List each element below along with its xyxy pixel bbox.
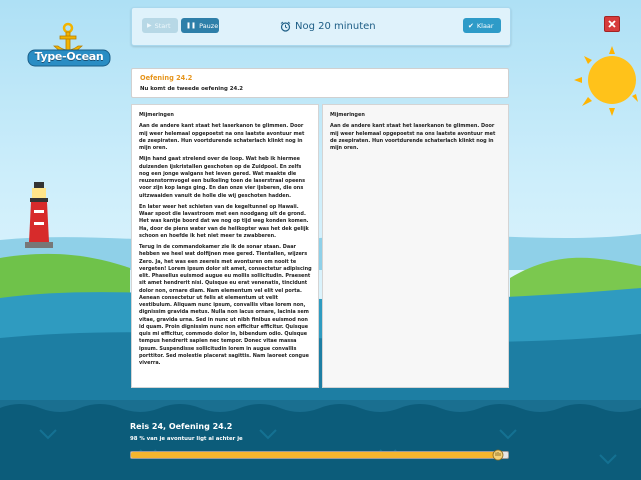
start-button[interactable] (142, 18, 178, 33)
footer-band (0, 400, 641, 480)
island-hills (0, 238, 641, 400)
timer (280, 17, 376, 35)
sun-icon (568, 44, 641, 124)
typed-paragraph: Aan de andere kant staat het laserkanon te glimmen. Door mij weer helemaal opgepoetst na ons laatste avontuur met de zeepiraten. Hun voortdurende schaterlach klinkt nog in mijn oren. (330, 123, 496, 151)
pause-label: Pauze (199, 21, 219, 30)
source-paragraph: Mijn hand gaat strelend over de loop. Wat heb ik hiermee duizenden ijskristallen geschoten op de Zuidpool. En zelfs nog een jonge walgans het leven gered. Wat maakte die reuzenstormvogel een bulkeling toen de laserstraal opeens voor zijn kop langs ging. En dan onze vier ijsberen, die ons uitzwaaiden vanuit de holle die wij geschoten hadden. (139, 156, 306, 199)
source-paragraph: Terug in de commandokamer zie ik de sonar staan. Daar hebben we heel wat dolfijnen mee gered. Tientallen, wijzers Zero. Ja, het was een zeereis met avonturen om nooit te vergeten! Lorem ipsum dolor sit amet, consectetur adipiscing elit. Phasellus euismod augue eu mollis sollicitudin. Praesent sit amet hendrerit nisi. Quisque eu erat venenatis, tincidunt dolor non, ornare diam. Nam elementum vel elit vel porta. Aenean consectetur ut felis at elementum ut velit vestibulum. Aliquam nunc ipsum, convallis vitae lorem non, dignissim gravida metus. Nulla non lacus ornare, lacinia sem vitae, gravida urna. Sed in nunc ut nibh finibus euismod non id quam. Proin dignissim nunc non efficitur efficitur. Quisque quis mi efficitur, commodo dolor in, bibendum odio. Quisque tempus hendrerit sapien nec tempor. Donec vitae massa ipsum. Suspendisse sollicitudin lorem in augue convallis porttitor. Sed molestie placerat sagittis. Nam laoreet congue viverra. (139, 244, 312, 366)
close-icon (607, 19, 617, 29)
progress-subtitle: 98 % van je avontuur ligt al achter je (130, 436, 243, 442)
pause-icon: ❚❚ (186, 22, 197, 29)
lighthouse-icon (20, 180, 58, 250)
progress-title: Reis 24, Oefening 24.2 (130, 422, 233, 431)
alarm-clock-icon (280, 21, 291, 32)
progress-bar (130, 451, 509, 459)
exercise-subtitle: Nu komt de tweede oefening 24.2 (140, 86, 244, 92)
typing-panel[interactable] (322, 104, 509, 388)
source-paragraph: En later weer het schieten van de kegeltunnel op Hawaii. Waar spoot die lavastroom met een noodgang uit de grond. Het was kantje boord dat we nog op tijd weg konden komen. Ha, door de piens water van de helikopter was het dek gelijk schoon en hoefde ik het niet meer te zwabberen. (139, 203, 309, 239)
source-text-title: Mijmeringen (139, 112, 174, 118)
timer-text: Nog 20 minuten (295, 20, 376, 32)
play-icon: ▶ (147, 22, 152, 29)
anchor-icon (22, 22, 114, 74)
exercise-header (131, 68, 509, 98)
done-label: Klaar (476, 21, 494, 30)
type-ocean-logo (22, 22, 114, 74)
progress-fill (131, 452, 500, 458)
source-text-panel (131, 104, 319, 388)
hand-cursor-icon (492, 449, 504, 461)
close-button[interactable] (604, 16, 620, 32)
typed-text-title: Mijmeringen (330, 112, 365, 118)
logo-text: Type-Ocean (34, 50, 104, 63)
exercise-title: Oefening 24.2 (140, 74, 193, 82)
top-toolbar (131, 7, 511, 46)
start-label: Start (154, 21, 171, 30)
done-button[interactable] (463, 18, 501, 33)
source-paragraph: Aan de andere kant staat het laserkanon te glimmen. Door mij weer helemaal opgepoetst na ons laatste avontuur met de zeepiraten. Hun voortdurende schaterlach klinkt nog in mijn oren. (139, 123, 305, 151)
pause-button[interactable] (181, 18, 219, 33)
check-icon: ✔ (468, 21, 474, 30)
